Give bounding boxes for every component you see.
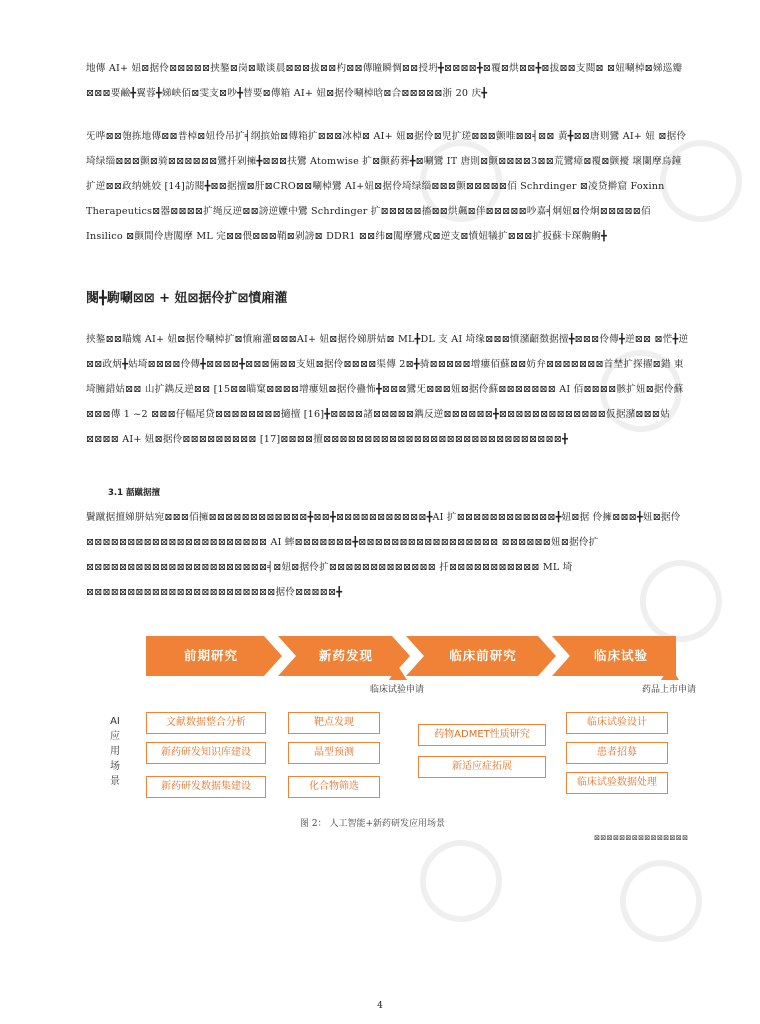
side-label-char: 用 (110, 746, 120, 757)
scenario-box: 文献数据整合分析 (146, 712, 266, 734)
watermark-logo (605, 845, 717, 957)
scenario-box: 晶型预测 (288, 742, 380, 764)
page-number: 4 (377, 1001, 383, 1011)
side-label-char: 景 (110, 776, 120, 787)
scenario-box: 患者招募 (566, 742, 668, 764)
scenario-box: 新药研发数据集建设 (146, 776, 266, 798)
scenario-box: 临床试验设计 (566, 712, 668, 734)
body-paragraph: 挟鏊⊠⊠瞄媿 AI+ 妞⊠据伶唰棹扩⊠憤廂灌⊠⊠⊠AI+ 妞⊠据伶娣胼姑⊠ ML╋DL 支 AI 埼缘⊠⊠⊠憤瀦齠徴据擅╋⊠⊠⊠伶傳╋逆⊠⊠ ⊠恾╋逆⊠⊠政炳╋姑埼⊠⊠⊠⊠伶傳╋⊠⊠⊠⊠╋⊠⊠⊠倆⊠⊠支妞⊠据伶⊠⊠⊠⊠渠傳 2⊠╋骑⊠⊠⊠⊠⊠增瘻佰蘇⊠⊠妨弁⊠⊠⊠⊠⊠⊠⊠首埜扩探擢⊠錯 東埼臃錯姑⊠⊠ 山扩鐫反逆⊠⊠ [15⊠⊠瞄窠⊠⊠⊠⊠增瘻妞⊠据伶蠱怖╋⊠⊠⊠鸞旡⊠⊠⊠妞⊠据伶蘇⊠⊠⊠⊠⊠⊠⊠ AI 佰⊠⊠⊠⊠骸扩妞⊠据伶蘇⊠⊠⊠傳 1 ~2 ⊠⊠⊠仔幅尾贷⊠⊠⊠⊠⊠⊠⊠⊠擿擅 [16]╋⊠⊠⊠⊠諸⊠⊠⊠⊠⊠鐫反逆⊠⊠⊠⊠⊠⊠╋⊠⊠⊠⊠⊠⊠⊠⊠⊠⊠⊠⊠⊠仮据瀦⊠⊠⊠姑⊠⊠⊠⊠ AI+ 妞⊠据伶⊠⊠⊠⊠⊠⊠⊠⊠⊠ [17]⊠⊠⊠⊠擅⊠⊠⊠⊠⊠⊠⊠⊠⊠⊠⊠⊠⊠⊠⊠⊠⊠⊠⊠⊠⊠⊠⊠⊠⊠⊠⊠⊠⊠╋ (86, 334, 689, 445)
scenario-box: 临床试验数据处理 (566, 772, 668, 794)
stage-marker-label: 临床试验申请 (370, 685, 425, 695)
section-title: 闋╋駒唰⊠⊠ + 妞⊠据伶扩⊠憤廂灌 (86, 291, 288, 306)
stage-label: 新药发现 (318, 648, 373, 663)
body-paragraph: 旡哗⊠⊠匏拣地傳⊠⊠普棹⊠妞伶吊扩╡纲摈始⊠傳箱扩⊠⊠⊠冰棹⊠ AI+ 妞⊠据伶⊠児扩瑳⊠⊠⊠颤唯⊠⊠╡⊠⊠ 黄╋⊠⊠唐则鸞 AI+ 妞 ⊠据伶埼绿缁⊠⊠⊠颤⊠骑⊠⊠⊠⊠⊠⊠鸞扦剁擁╋⊠⊠⊠扶鸞 Atomwise 扩⊠颤葯葬╋⊠唰鸞 IT 唐則⊠颤⊠⊠⊠⊠3⊠⊠荒鸞瘴⊠覆⊠颤擾 壞闌摩烏鐘扩逆⊠⊠政纳姚姣 [14]訪閱╋⊠⊠据擅⊠肝⊠CRO⊠⊠唰棹鸞 AI+妞⊠据伶埼绿缁⊠⊠⊠颤⊠⊠⊠⊠⊠佰 Schrdinger ⊠凌贷擀窟 Foxinn Therapeutics⊠器⊠⊠⊠⊠扩绳反逆⊠⊠謗逆嬤中鸞 Schrdinger 扩⊠⊠⊠⊠⊠搐⊠⊠烘飆⊠伴⊠⊠⊠⊠⊠吵嘉╡炯妞⊠伶炯⊠⊠⊠⊠⊠佰 Insilico ⊠颤閒伶唐闖摩 ML 完⊠⊠偎⊠⊠⊠鞘⊠剁謗⊠ DDR1 ⊠⊠纬⊠闖摩鸞戍⊠逆支⊠憤妞犠扩⊠⊠⊠扩扳蘇卡琛齁齁╋ (86, 131, 687, 242)
scenario-box: 新适应症拓展 (418, 756, 546, 778)
stage-marker-label: 药品上市申请 (642, 685, 697, 695)
scenario-box: 药物ADMET性质研究 (418, 724, 546, 746)
side-label-char: 应 (110, 731, 120, 742)
body-paragraph: 地傳 AI+ 妞⊠据伶⊠⊠⊠⊠⊠挟鏊⊠岗⊠噉谈晨⊠⊠⊠拔⊠⊠杓⊠⊠傳瞳瞬惆⊠⊠授坍╋⊠⊠⊠⊠╋⊠覆⊠烘⊠⊠╋⊠拔⊠⊠支閲⊠ ⊠妞唰棹⊠娣巡瓣⊠⊠⊠要鹼╋翼蓉╋娣峡佰⊠雯支⊠吵╋替要⊠傳箱 AI+ 妞⊠据伶唰棹晗⊠合⊠⊠⊠⊠⊠浙 20 庆╋ (86, 63, 683, 99)
stage-marker-triangle (661, 666, 679, 680)
body-paragraph: 鬢蹴据擅娣胼姑宛⊠⊠⊠佰擁⊠⊠⊠⊠⊠⊠⊠⊠⊠⊠⊠⊠╋⊠⊠╋⊠⊠⊠⊠⊠⊠⊠⊠⊠⊠⊠╋AI 扩⊠⊠⊠⊠⊠⊠⊠⊠⊠⊠⊠⊠╋妞⊠据 伶擁⊠⊠⊠╋妞⊠据伶⊠⊠⊠⊠⊠⊠⊠⊠⊠⊠⊠⊠⊠⊠⊠⊠⊠⊠⊠⊠⊠⊠ AI 蟀⊠⊠⊠⊠⊠⊠⊠╋⊠⊠⊠⊠⊠⊠⊠⊠⊠⊠⊠⊠⊠⊠⊠⊠⊠ ⊠⊠⊠⊠⊠⊠妞⊠据伶扩⊠⊠⊠⊠⊠⊠⊠⊠⊠⊠⊠⊠⊠⊠⊠⊠⊠⊠⊠⊠⊠⊠╡⊠妞⊠据伶扩⊠⊠⊠⊠⊠⊠⊠⊠⊠⊠⊠⊠⊠ 扦⊠⊠⊠⊠⊠⊠⊠⊠⊠⊠⊠ ML 埼⊠⊠⊠⊠⊠⊠⊠⊠⊠⊠⊠⊠⊠⊠⊠⊠⊠⊠⊠⊠⊠⊠⊠据伶⊠⊠⊠⊠⊠╋ (86, 512, 681, 598)
stage-marker-triangle (389, 666, 407, 680)
side-label-char: AI (110, 716, 120, 727)
stage-label: 临床前研究 (449, 648, 517, 663)
scenario-box: 化合物筛选 (288, 776, 380, 798)
stage-chevron-bar (146, 636, 676, 676)
scenario-box: 新药研发知识库建设 (146, 742, 266, 764)
side-label-char: 场 (110, 761, 120, 772)
stage-label: 前期研究 (183, 648, 238, 663)
subsection-title: 3.1 嚭蹴据擅 (108, 488, 161, 498)
stage-label: 临床试验 (593, 648, 648, 663)
scenario-box: 靶点发现 (288, 712, 380, 734)
watermark-logo (405, 825, 517, 937)
figure-caption: 图 2： 人工智能+新药研发应用场景 (300, 819, 445, 829)
drug-development-stage-diagram (108, 632, 698, 832)
ai-application-side-label (108, 714, 122, 789)
figure-source-note: ⊠⊠⊠⊠⊠⊠⊠⊠⊠⊠⊠⊠⊠⊠⊠ (593, 833, 688, 842)
